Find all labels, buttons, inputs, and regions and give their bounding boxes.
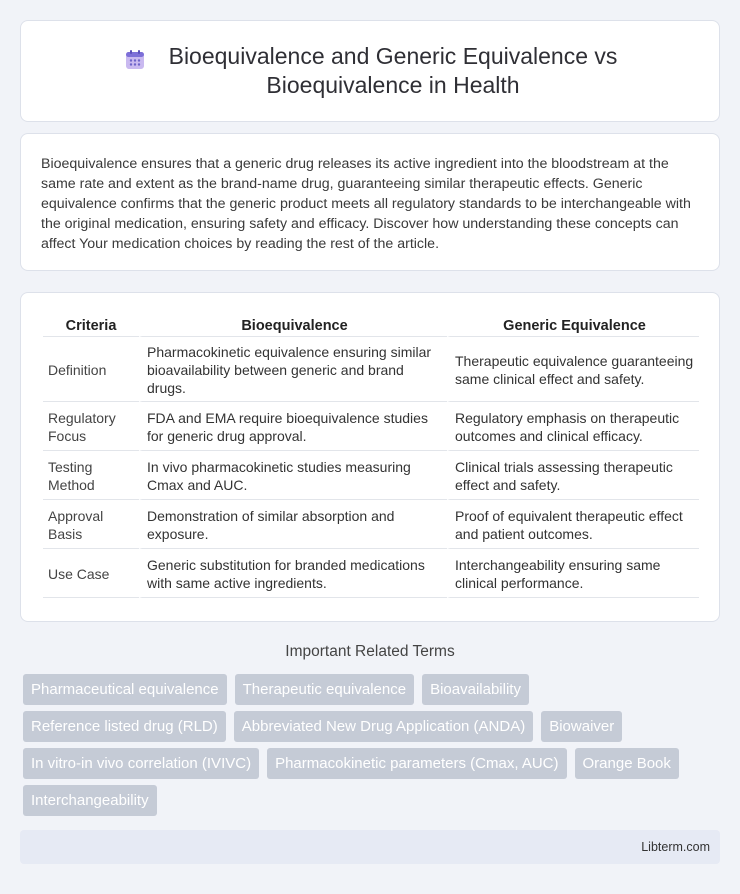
related-term-tag[interactable]: Bioavailability <box>422 674 529 705</box>
generic-equivalence-cell: Regulatory emphasis on therapeutic outcomes and clinical efficacy. <box>447 402 699 451</box>
related-term-tag[interactable]: Biowaiver <box>541 711 622 742</box>
calendar-icon <box>123 48 147 72</box>
header-criteria: Criteria <box>43 315 139 337</box>
intro-card <box>20 133 720 271</box>
page-title-line1: Bioequivalence and Generic Equivalence vs <box>168 43 618 69</box>
title-wrap <box>123 42 618 100</box>
generic-equivalence-cell: Interchangeability ensuring same clinical performance. <box>447 549 699 598</box>
table-row <box>43 549 699 598</box>
criteria-cell: Testing Method <box>43 451 139 500</box>
related-term-tag[interactable]: In vitro-in vivo correlation (IVIVC) <box>23 748 259 779</box>
related-term-tag[interactable]: Interchangeability <box>23 785 157 816</box>
header-bioequivalence: Bioequivalence <box>139 315 447 337</box>
bioequivalence-cell: In vivo pharmacokinetic studies measuring Cmax and AUC. <box>139 451 447 500</box>
footer <box>20 830 720 864</box>
related-term-tag[interactable]: Reference listed drug (RLD) <box>23 711 226 742</box>
related-term-tag[interactable]: Abbreviated New Drug Application (ANDA) <box>234 711 533 742</box>
related-term-tag[interactable]: Pharmaceutical equivalence <box>23 674 227 705</box>
page-title <box>169 42 618 100</box>
criteria-cell: Use Case <box>43 549 139 598</box>
bioequivalence-cell: FDA and EMA require bioequivalence studies for generic drug approval. <box>139 402 447 451</box>
generic-equivalence-cell: Therapeutic equivalence guaranteeing same clinical effect and safety. <box>447 337 699 402</box>
bioequivalence-cell: Generic substitution for branded medications with same active ingredients. <box>139 549 447 598</box>
table-row <box>43 402 699 451</box>
intro-paragraph: Bioequivalence ensures that a generic drug releases its active ingredient into the bloodstream at the same rate and extent as the brand-name drug, guaranteeing similar therapeutic effects. Generic equivalence confirms that the generic product meets all regulatory standards to be interchangeable with the original medication, ensuring safety and efficacy. Discover how understanding these concepts can affect Your medication choices by reading the rest of the article. <box>41 156 691 252</box>
header-generic-equivalence: Generic Equivalence <box>447 315 699 337</box>
related-term-tag[interactable]: Pharmacokinetic parameters (Cmax, AUC) <box>267 748 566 779</box>
generic-equivalence-cell: Clinical trials assessing therapeutic effect and safety. <box>447 451 699 500</box>
generic-equivalence-cell: Proof of equivalent therapeutic effect and patient outcomes. <box>447 500 699 549</box>
table-header-row <box>43 315 699 337</box>
bioequivalence-cell: Pharmacokinetic equivalence ensuring similar bioavailability between generic and brand drugs. <box>139 337 447 402</box>
related-term-tag[interactable]: Orange Book <box>575 748 679 779</box>
table-row <box>43 451 699 500</box>
related-term-tag[interactable]: Therapeutic equivalence <box>235 674 414 705</box>
comparison-table-card <box>20 292 720 622</box>
page-title-line2: Bioequivalence in Health <box>266 72 520 98</box>
footer-site-link[interactable]: Libterm.com <box>641 840 710 854</box>
criteria-cell: Approval Basis <box>43 500 139 549</box>
table-row <box>43 500 699 549</box>
related-terms-heading: Important Related Terms <box>285 643 455 660</box>
related-terms-list <box>23 674 723 822</box>
title-card <box>20 20 720 122</box>
criteria-cell: Definition <box>43 337 139 402</box>
bioequivalence-cell: Demonstration of similar absorption and exposure. <box>139 500 447 549</box>
table-row <box>43 337 699 402</box>
comparison-table <box>43 315 699 598</box>
criteria-cell: Regulatory Focus <box>43 402 139 451</box>
